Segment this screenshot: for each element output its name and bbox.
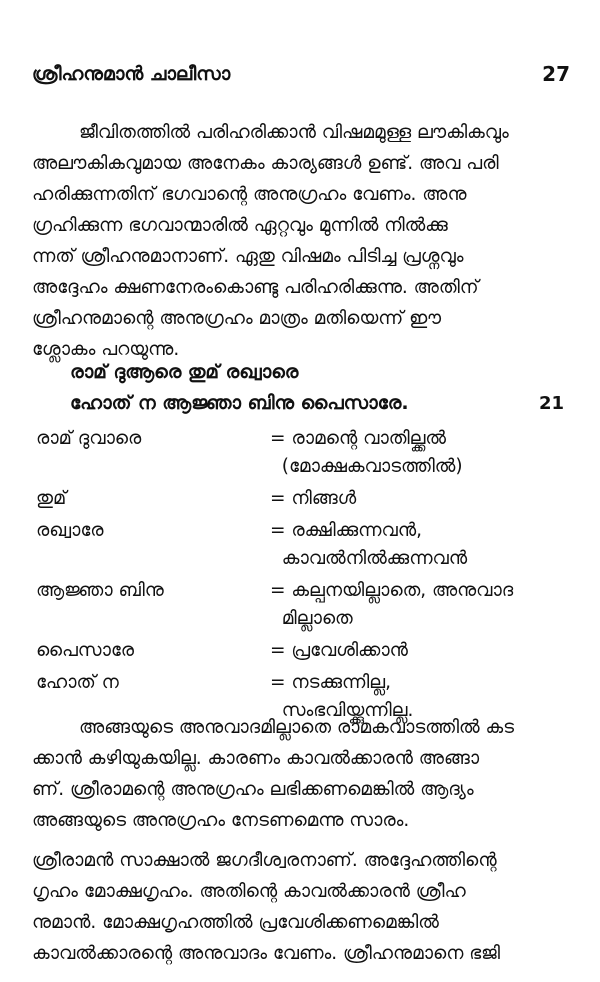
glossary-term: പൈസാരേ: [36, 640, 135, 661]
glossary-meaning: [270, 517, 570, 573]
glossary-row: [36, 485, 570, 513]
paragraph-line: ക്കാൻ കഴിയുകയില്ല. കാരണം കാവൽക്കാരൻ അങ്ങാ: [32, 748, 480, 769]
glossary-row: [36, 577, 570, 633]
verse-line-2: ഹോത് ന ആജ്ഞാ ബിനു പൈസാരേ.: [70, 392, 409, 414]
glossary-meaning-line: സംഭവിയ്ക്കുന്നില്ല.: [270, 700, 414, 721]
glossary-meaning-line: = പ്രവേശിക്കാൻ: [270, 640, 408, 661]
word-glossary: [36, 425, 570, 729]
glossary-meaning-line: = രാമന്റെ വാതില്ക്കൽ: [270, 428, 447, 449]
paragraph-line: അങ്ങയുടെ അനുഗ്രഹം നേടണമെന്നു സാരം.: [32, 810, 410, 831]
paragraph-line: നുമാൻ. മോക്ഷഗൃഹത്തിൽ പ്രവേശിക്കണമെങ്കിൽ: [32, 912, 439, 933]
paragraph-meaning: [32, 712, 570, 836]
verse-block: [70, 357, 564, 419]
glossary-row: [36, 517, 570, 573]
paragraph-line: ഹരിക്കുന്നതിന് ഭഗവാന്റെ അനുഗ്രഹം വേണം. അനു: [32, 184, 467, 205]
paragraph-line: അലൗകികവുമായ അനേകം കാര്യങ്ങൾ ഉണ്ട്. അവ പരി: [32, 153, 499, 174]
paragraph-line: അദ്ദേഹം ക്ഷണനേരംകൊണ്ടു പരിഹരിക്കുന്നു. അതിന്: [32, 277, 479, 298]
glossary-row: [36, 425, 570, 481]
running-title: ശ്രീഹനുമാൻ ചാലീസാ: [32, 63, 231, 85]
glossary-meaning: [270, 425, 570, 481]
glossary-meaning-line: മില്ലാതെ: [270, 608, 353, 629]
verse-number: 21: [538, 393, 564, 414]
paragraph-line: കാവൽക്കാരന്റെ അനുവാദം വേണം. ശ്രീഹനുമാനെ ഭജി: [32, 943, 501, 964]
paragraph-intro: [32, 117, 570, 365]
paragraph-line: ശ്രീഹനുമാന്റെ അനുഗ്രഹം മാത്രം മതിയെന്ന് ഈ: [32, 308, 442, 329]
glossary-term: രഖ്വാരേ: [36, 520, 104, 541]
glossary-row: [36, 637, 570, 665]
paragraph-line: ന്നത് ശ്രീഹനുമാനാണ്. ഏതു വിഷമം പിടിച്ച പ്രശ്നവും: [32, 246, 464, 267]
glossary-meaning: [270, 485, 570, 513]
glossary-meaning-line: = നടക്കുന്നില്ല,: [270, 672, 392, 693]
paragraph-line: ജീവിതത്തിൽ പരിഹരിക്കാൻ വിഷമമുള്ള ലൗകികവും: [32, 122, 509, 143]
paragraph-line: ണ്. ശ്രീരാമന്റെ അനുഗ്രഹം ലഭിക്കണമെങ്കിൽ ആദ്യം: [32, 779, 474, 800]
running-header: [32, 58, 570, 90]
verse-line-1: രാമ് ദുആരെ തുമ് രഖ്വാരെ: [70, 361, 299, 383]
glossary-term: ആജ്ഞാ ബിനു: [36, 580, 164, 601]
glossary-meaning-line: കാവൽനിൽക്കുന്നവൻ: [270, 548, 468, 569]
glossary-term: തുമ്: [36, 488, 67, 509]
paragraph-commentary: [32, 845, 570, 969]
glossary-term: ഹോത് ന: [36, 672, 119, 693]
paragraph-line: ശ്രീരാമൻ സാക്ഷാൽ ജഗദീശ്വരനാണ്. അദ്ദേഹത്തിന്റെ: [32, 850, 497, 871]
page-number: 27: [542, 62, 570, 86]
paragraph-line: അങ്ങയുടെ അനുവാദമില്ലാതെ രാമകവാടത്തിൽ കട: [32, 717, 515, 738]
glossary-meaning-line: = കല്പനയില്ലാതെ, അനുവാദ: [270, 580, 514, 601]
glossary-term: രാമ് ദുവാരെ: [36, 428, 142, 449]
glossary-meaning: [270, 637, 570, 665]
glossary-meaning-line: = നിങ്ങൾ: [270, 488, 357, 509]
glossary-meaning-line: (മോക്ഷകവാടത്തിൽ): [270, 456, 463, 477]
paragraph-line: ഗ്രഹിക്കുന്ന ഭഗവാന്മാരിൽ ഏറ്റവും മുന്നിൽ നിൽക്കു: [32, 215, 448, 236]
glossary-meaning-line: = രക്ഷിക്കുന്നവൻ,: [270, 520, 423, 541]
glossary-meaning: [270, 577, 570, 633]
paragraph-line: ശ്ലോകം പറയുന്നു.: [32, 339, 180, 360]
paragraph-line: ഗൃഹം മോക്ഷഗൃഹം. അതിന്റെ കാവൽക്കാരൻ ശ്രീഹ: [32, 881, 466, 902]
